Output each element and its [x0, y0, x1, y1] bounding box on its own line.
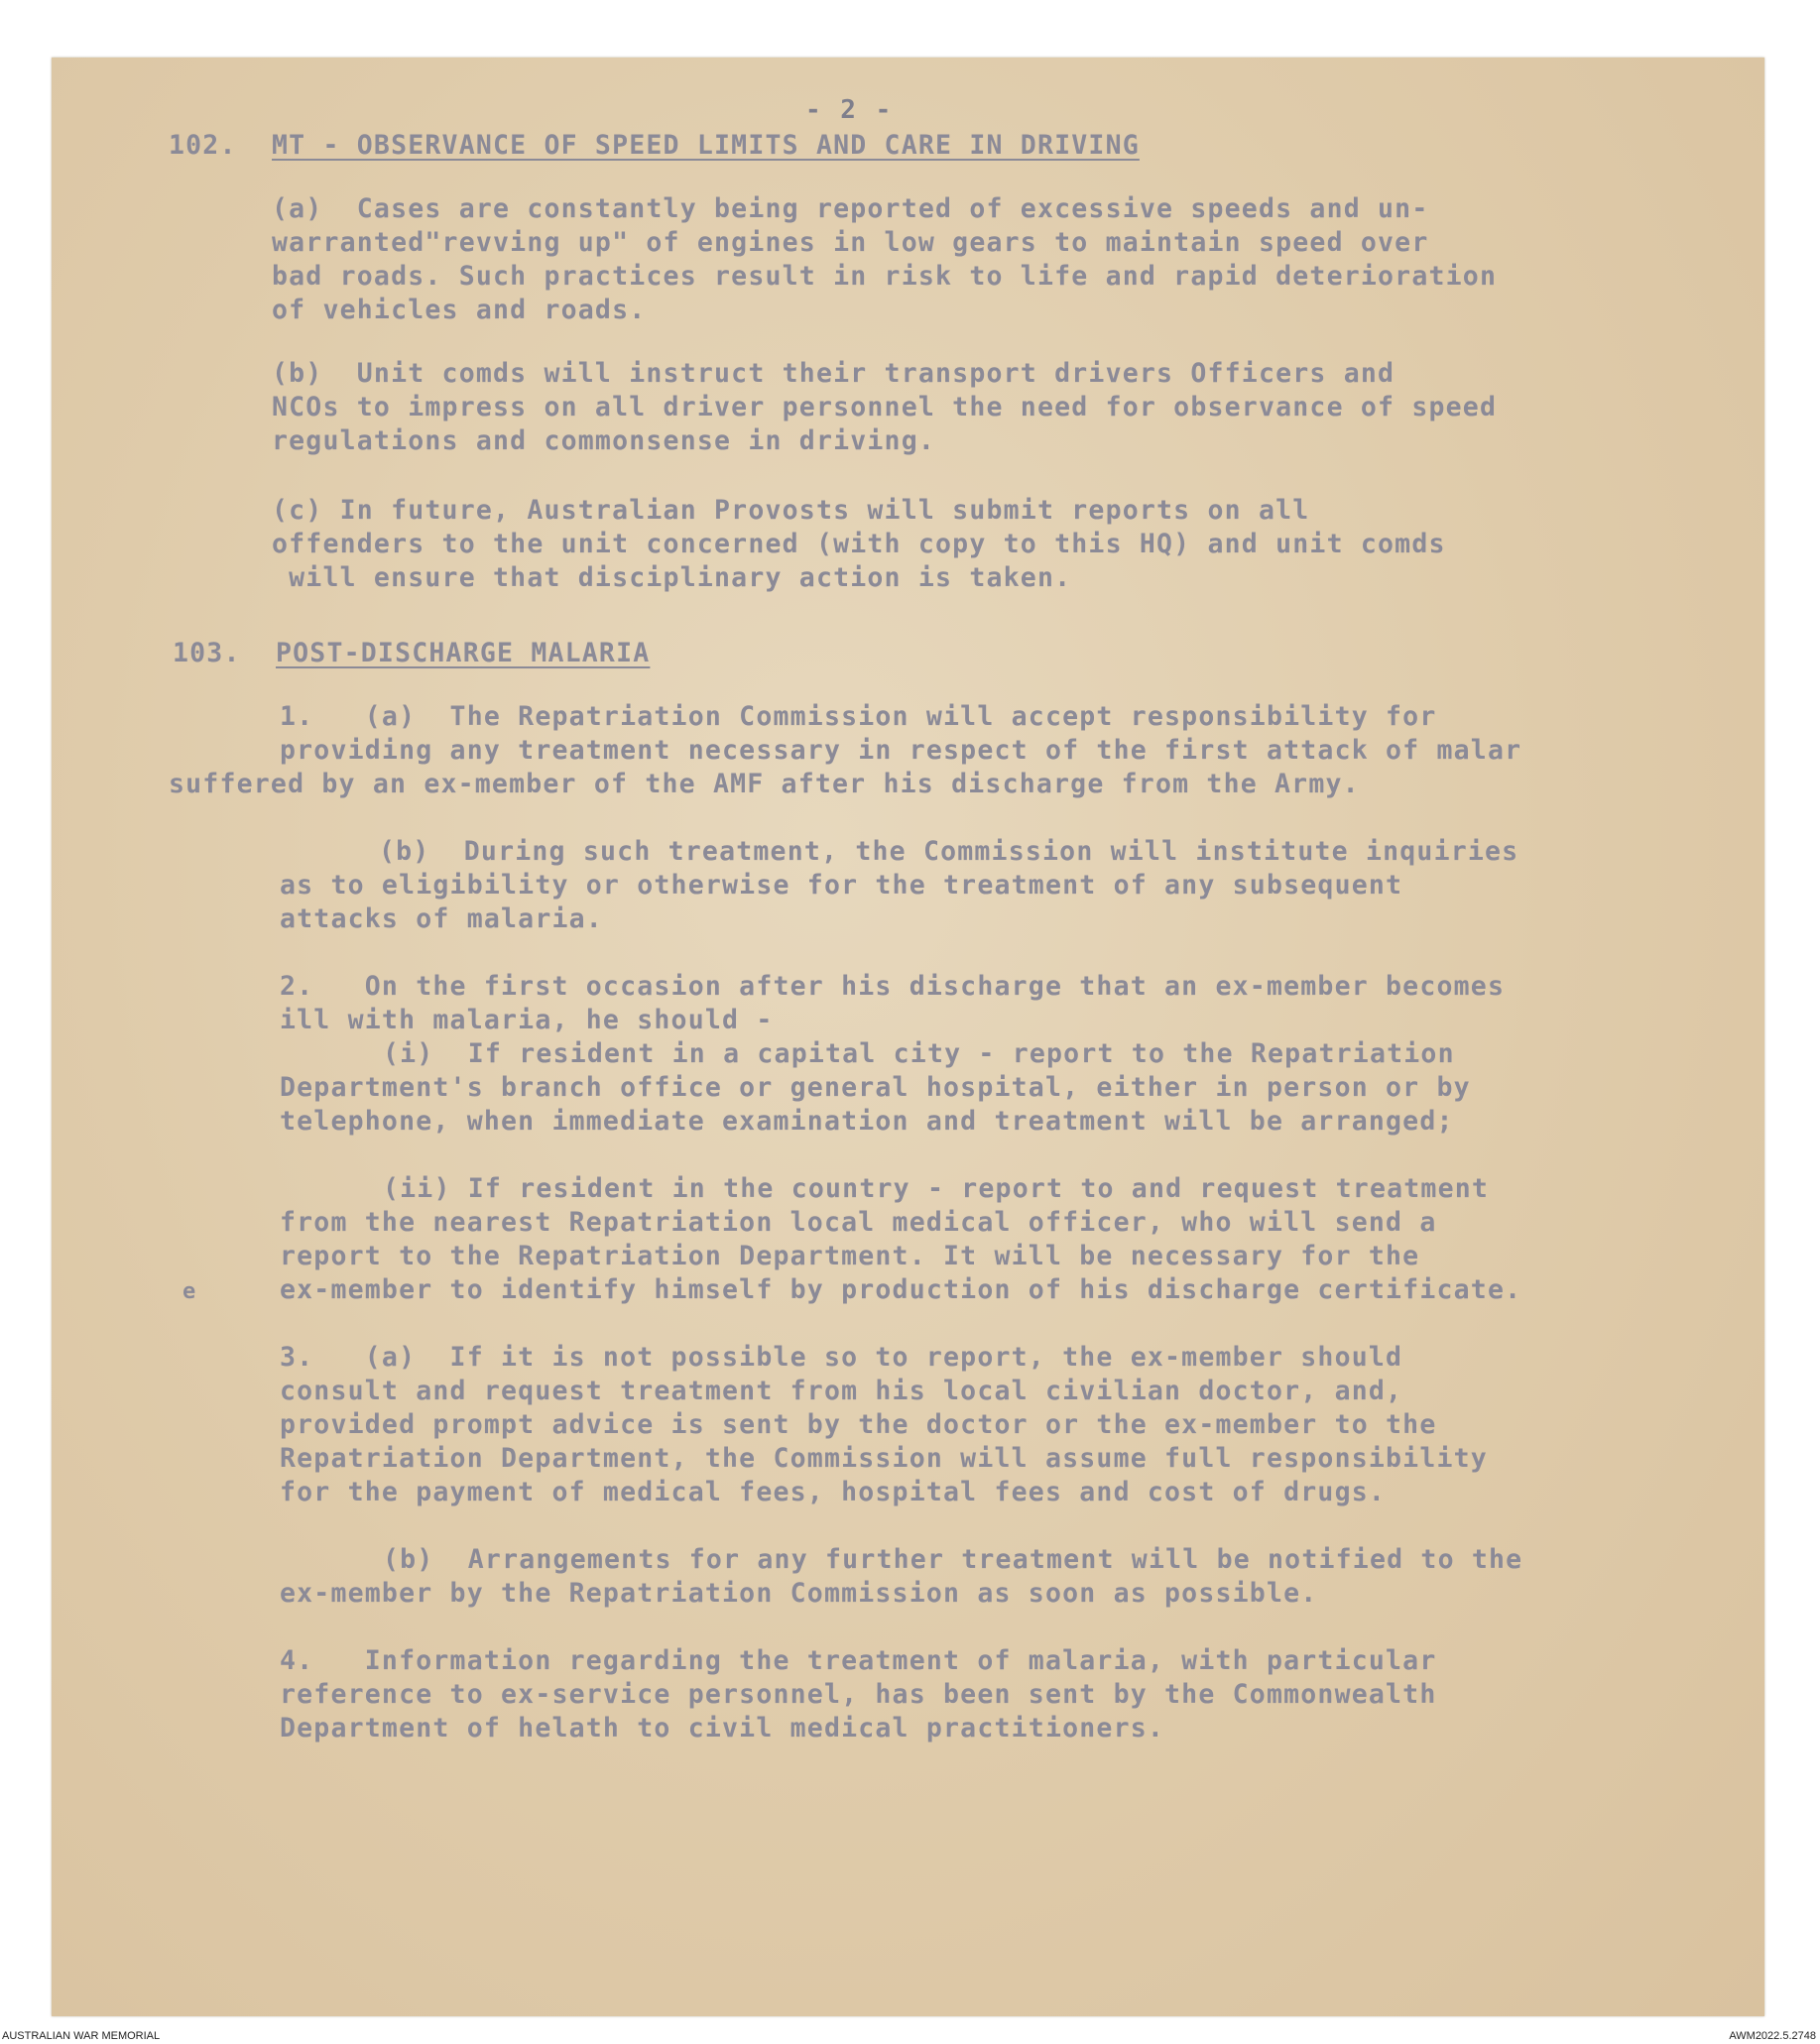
s103-p3a-line-1: 3. (a) If it is not possible so to report, the ex-member should: [280, 1342, 1403, 1373]
s102-c-line-1: (c) In future, Australian Provosts will submit reports on all: [272, 495, 1310, 526]
s103-p1b-line-2: as to eligibility or otherwise for the treatment of any subsequent: [280, 870, 1403, 901]
s102-a-line-3: bad roads. Such practices result in risk to life and rapid deterioration: [272, 261, 1498, 292]
s102-b-line-1: (b) Unit comds will instruct their transport drivers Officers and: [272, 358, 1395, 389]
s102-a-line-2: warranted"revving up" of engines in low gears to maintain speed over: [272, 227, 1429, 258]
s103-p3a-line-5: for the payment of medical fees, hospital fees and cost of drugs.: [280, 1477, 1387, 1507]
footer-accession-number: AWM2022.5.2748: [1729, 2030, 1816, 2042]
s103-p1a-line-2: providing any treatment necessary in respect of the first attack of malar: [280, 735, 1522, 766]
s102-c-line-3: will ensure that disciplinary action is taken.: [272, 562, 1072, 593]
s103-p1b-line-1: (b) During such treatment, the Commission will institute inquiries: [379, 836, 1519, 867]
s103-p3a-line-3: provided prompt advice is sent by the doctor or the ex-member to the: [280, 1409, 1437, 1440]
s103-p2ii-line-3: report to the Repatriation Department. It will be necessary for the: [280, 1241, 1420, 1271]
s102-a-line-4: of vehicles and roads.: [272, 295, 647, 325]
margin-mark: e: [182, 1279, 197, 1304]
section-103-number: 103.: [173, 638, 241, 668]
s102-b-line-3: regulations and commonsense in driving.: [272, 425, 936, 456]
section-103-heading: POST-DISCHARGE MALARIA: [276, 638, 651, 668]
s103-p2ii-line-1: (ii) If resident in the country - report to and request treatment: [383, 1173, 1490, 1204]
section-102-heading: MT - OBSERVANCE OF SPEED LIMITS AND CARE IN DRIVING: [272, 130, 1140, 161]
s103-p4-line-2: reference to ex-service personnel, has been sent by the Commonwealth: [280, 1679, 1437, 1710]
section-102-number: 102.: [169, 130, 237, 161]
s103-p1a-line-3: suffered by an ex-member of the AMF after his discharge from the Army.: [169, 769, 1360, 799]
s103-p2i-line-1: (i) If resident in a capital city - report to the Repatriation: [383, 1038, 1455, 1069]
s103-p4-line-3: Department of helath to civil medical practitioners.: [280, 1713, 1165, 1743]
s103-p2i-line-3: telephone, when immediate examination and treatment will be arranged;: [280, 1106, 1454, 1137]
s103-p2-line-1: 2. On the first occasion after his discharge that an ex-member becomes: [280, 971, 1506, 1002]
s102-a-line-1: (a) Cases are constantly being reported of excessive speeds and un-: [272, 193, 1429, 224]
page-number: - 2 -: [805, 95, 894, 125]
footer-institution: AUSTRALIAN WAR MEMORIAL: [2, 2030, 161, 2042]
s103-p3a-line-4: Repatriation Department, the Commission will assume full responsibility: [280, 1443, 1488, 1474]
document-page: [52, 58, 1764, 2016]
s103-p1a-line-1: 1. (a) The Repatriation Commission will accept responsibility for: [280, 701, 1437, 732]
s103-p2ii-line-4: ex-member to identify himself by production of his discharge certificate.: [280, 1274, 1522, 1305]
s103-p2i-line-2: Department's branch office or general hospital, either in person or by: [280, 1072, 1471, 1103]
s103-p3b-line-1: (b) Arrangements for any further treatment will be notified to the: [383, 1544, 1523, 1575]
s103-p2ii-line-2: from the nearest Repatriation local medical officer, who will send a: [280, 1207, 1437, 1238]
s102-c-line-2: offenders to the unit concerned (with copy to this HQ) and unit comds: [272, 529, 1446, 559]
s103-p3b-line-2: ex-member by the Repatriation Commission as soon as possible.: [280, 1578, 1318, 1609]
s103-p3a-line-2: consult and request treatment from his local civilian doctor, and,: [280, 1376, 1403, 1406]
s102-b-line-2: NCOs to impress on all driver personnel the need for observance of speed: [272, 392, 1498, 422]
s103-p2-line-2: ill with malaria, he should -: [280, 1005, 774, 1035]
s103-p1b-line-3: attacks of malaria.: [280, 903, 603, 934]
s103-p4-line-1: 4. Information regarding the treatment of malaria, with particular: [280, 1645, 1437, 1676]
